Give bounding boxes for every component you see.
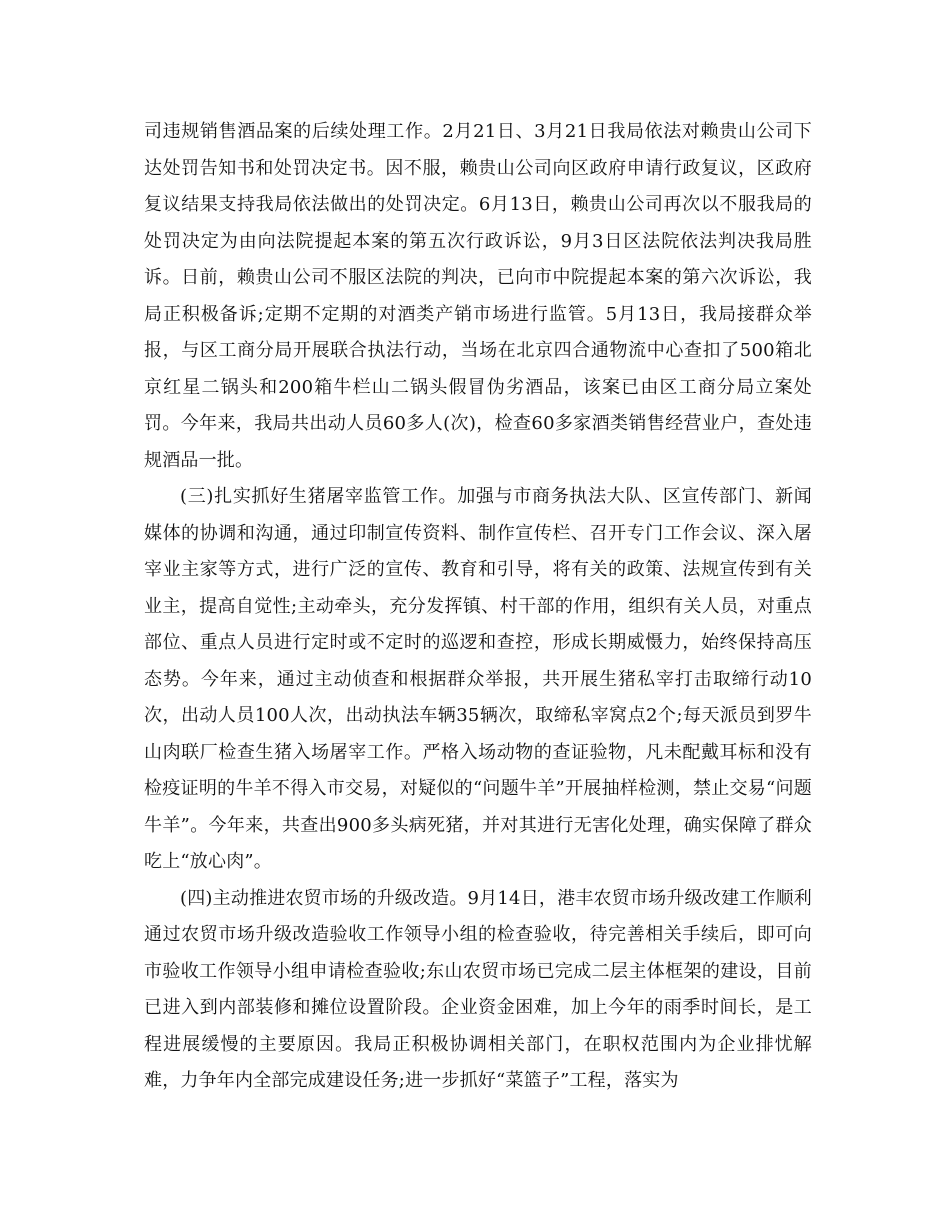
paragraph-liquor-case: 司违规销售酒品案的后续处理工作。2月21日、3月21日我局依法对赖贵山公司下达处罚告知书和处罚决定书。因不服，赖贵山公司向区政府申请行政复议，区政府复议结果支持我局依法做出的处罚决定。6月13日，赖贵山公司再次以不服我局的处罚决定为由向法院提起本案的第五次行政诉讼，9月3日区法院依法判决我局胜诉。日前，赖贵山公司不服区法院的判决，已向市中院提起本案的第六次诉讼，我局正积极备诉;定期不定期的对酒类产销市场进行监管。5月13日，我局接群众举报，与区工商分局开展联合执法行动，当场在北京四合通物流中心查扣了500箱北京红星二锅头和200箱牛栏山二锅头假冒伪劣酒品，该案已由区工商分局立案处罚。今年来，我局共出动人员60多人(次)，检查60多家酒类销售经营业户，查处违规酒品一批。	[144, 121, 812, 471]
paragraph-pig-slaughter-supervision: (三)扎实抓好生猪屠宰监管工作。加强与市商务执法大队、区宣传部门、新闻媒体的协调和沟通，通过印制宣传资料、制作宣传栏、召开专门工作会议、深入屠宰业主家等方式，进行广泛的宣传、教育和引导，将有关的政策、法规宣传到有关业主，提高自觉性;主动牵头，充分发挥镇、村干部的作用，组织有关人员，对重点部位、重点人员进行定时或不定时的巡逻和查控，形成长期威慑力，始终保持高压态势。今年来，通过主动侦查和根据群众举报，共开展生猪私宰打击取缔行动10次，出动人员100人次，出动执法车辆35辆次，取缔私宰窝点2个;每天派员到罗牛山肉联厂检查生猪入场屠宰工作。严格入场动物的查证验物，凡未配戴耳标和没有检疫证明的牛羊不得入市交易，对疑似的“问题牛羊”开展抽样检测，禁止交易“问题牛羊”。今年来，共查出900多头病死猪，并对其进行无害化处理，确实保障了群众吃上“放心肉”。	[144, 486, 812, 872]
document-body	[144, 114, 812, 1100]
paragraph-market-upgrade: (四)主动推进农贸市场的升级改造。9月14日，港丰农贸市场升级改建工作顺利通过农贸市场升级改造验收工作领导小组的检查验收，待完善相关手续后，即可向市验收工作领导小组申请检查验收;东山农贸市场已完成二层主体框架的建设，目前已进入到内部装修和摊位设置阶段。企业资金困难，加上今年的雨季时间长，是工程进展缓慢的主要原因。我局正积极协调相关部门，在职权范围内为企业排忧解难，力争年内全部完成建设任务;进一步抓好“菜篮子”工程，落实为	[144, 887, 812, 1091]
